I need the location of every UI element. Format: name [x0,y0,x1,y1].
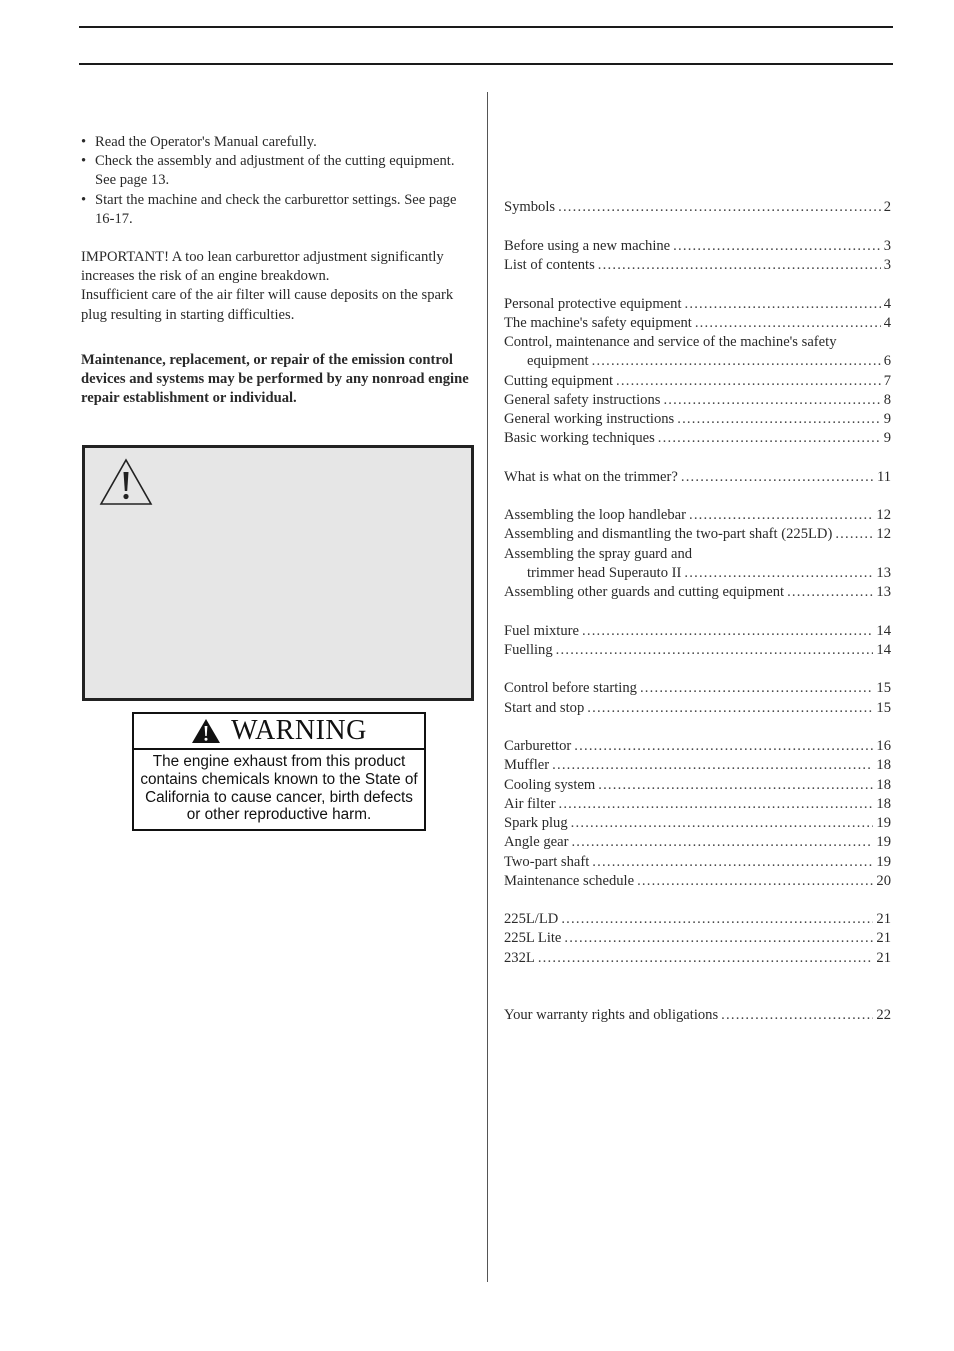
toc-entry [504,795,891,814]
toc-dot-leader [582,622,873,641]
toc-entry-page: 7 [883,373,891,389]
toc-entry-label: 225L Lite [504,930,562,946]
toc-entry-label: Assembling the loop handlebar [504,507,686,523]
toc-entry-label: Spark plug [504,815,568,831]
checklist-item: • Check the assembly and adjustment of the cutting equipment. See page 13. [81,153,455,189]
toc-entry-page: 15 [876,680,891,696]
toc-entry [504,910,891,929]
toc-entry [504,372,891,391]
toc-dot-leader [616,372,881,391]
toc-entry [504,468,891,487]
toc-entry [504,256,891,275]
column-divider [487,92,488,1282]
toc-entry-page: 2 [883,199,891,215]
toc-entry-page: 8 [883,392,891,408]
toc-entry-label: Air filter [504,796,556,812]
toc-entry-page: 18 [876,757,891,773]
toc-entry [504,429,891,448]
toc-dot-leader [658,429,881,448]
toc-entry-page: 19 [876,834,891,850]
toc-entry [504,622,891,641]
toc-entry-label: trimmer head Superauto II [527,565,682,581]
toc-entry-label: Maintenance schedule [504,873,635,889]
toc-entry-label: Basic working techniques [504,430,655,446]
toc-entry [504,737,891,756]
toc-entry [504,699,891,718]
toc-entry-page: 22 [876,1007,891,1023]
toc-dot-leader [571,814,874,833]
emission-note: Maintenance, replacement, or repair of the emission control devices and systems may be performed by any nonroad engine repair establishment or individual. [81,351,469,407]
toc-dot-leader [561,910,873,929]
toc-entry-page: 19 [876,854,891,870]
toc-entry [504,295,891,314]
toc-entry [504,564,891,583]
toc-entry-page: 21 [876,950,891,966]
toc-entry-page: 21 [876,911,891,927]
toc-entry-page: 4 [883,296,891,312]
toc-entry-label: Personal protective equipment [504,296,682,312]
toc-entry-label: Fuelling [504,642,553,658]
toc-dot-leader [598,256,881,275]
checklist [81,133,476,229]
header-rule-bottom [79,63,893,65]
warning-triangle-icon [191,718,221,744]
toc-entry-label: General working instructions [504,411,675,427]
toc-entry [504,198,891,217]
toc-dot-leader [556,641,874,660]
toc-entry [504,949,891,968]
toc-entry [504,391,891,410]
toc-entry [504,583,891,602]
checklist-item: • Start the machine and check the carburettor settings. See page 16-17. [81,191,457,227]
toc-entry [504,776,891,795]
toc-entry-page: 12 [876,526,891,542]
toc-entry [504,506,891,525]
toc-entry-page: 3 [883,257,891,273]
toc-entry-page: 21 [876,930,891,946]
toc-entry-label: equipment [527,353,589,369]
toc-entry-page: 20 [876,873,891,889]
toc-entry: Assembling the spray guard and [504,546,693,562]
toc-entry-page: 3 [883,238,891,254]
toc-entry-label: 232L [504,950,535,966]
toc-dot-leader [574,737,873,756]
toc-dot-leader [685,295,881,314]
toc-dot-leader [538,949,874,968]
toc-entry-page: 13 [876,565,891,581]
warning-header [134,714,424,750]
warning-triangle-icon [99,458,153,506]
toc-entry [504,641,891,660]
toc-entry-page: 11 [876,469,891,485]
toc-entry [504,314,891,333]
toc-dot-leader [695,314,881,333]
toc-entry [504,352,891,371]
toc-dot-leader [673,237,881,256]
toc-entry-page: 18 [876,777,891,793]
toc-dot-leader [787,583,873,602]
toc-dot-leader [677,410,880,429]
toc-entry-page: 14 [876,623,891,639]
toc-entry-label: Cooling system [504,777,596,793]
toc-entry [504,929,891,948]
toc-entry-label: General safety instructions [504,392,661,408]
toc-entry-label: What is what on the trimmer? [504,469,678,485]
toc-entry-label: Symbols [504,199,556,215]
toc-entry-label: Muffler [504,757,550,773]
toc-entry [504,237,891,256]
toc-entry [504,679,891,698]
toc-dot-leader [564,929,873,948]
toc-dot-leader [558,795,873,814]
toc-entry-page: 9 [883,430,891,446]
checklist-item: • Read the Operator's Manual carefully. [81,134,317,150]
toc-dot-leader [571,833,873,852]
important-note: IMPORTANT! A too lean carburettor adjustment significantly increases the risk of an engine breakdown. [81,249,444,285]
toc-dot-leader [598,776,873,795]
toc-entry-label: Fuel mixture [504,623,579,639]
toc-dot-leader [552,756,873,775]
toc-entry-page: 18 [876,796,891,812]
toc-entry-label: Angle gear [504,834,569,850]
toc-dot-leader [681,468,874,487]
toc-entry [504,872,891,891]
toc-entry-page: 6 [883,353,891,369]
toc-entry-label: Cutting equipment [504,373,614,389]
caution-box [82,445,474,701]
toc-entry-label: Control before starting [504,680,637,696]
toc-entry [504,814,891,833]
toc-entry [504,853,891,872]
header-rule-top [79,26,893,28]
toc-dot-leader [721,1006,873,1025]
warning-title: WARNING [231,715,367,746]
toc-entry-page: 15 [876,700,891,716]
toc-entry-label: Assembling other guards and cutting equipment [504,584,785,600]
toc-entry-page: 4 [883,315,891,331]
toc-entry-label: Before using a new machine [504,238,671,254]
toc-dot-leader [835,525,873,544]
toc-dot-leader [640,679,873,698]
toc-entry-page: 16 [876,738,891,754]
toc-entry-label: Start and stop [504,700,585,716]
toc-entry-page: 12 [876,507,891,523]
toc-entry: Control, maintenance and service of the machine's safety [504,334,837,350]
toc-entry-label: List of contents [504,257,595,273]
warning-text: The engine exhaust from this product contains chemicals known to the State of California to cause cancer, birth defects or other reproductive harm. [140,753,418,824]
toc-dot-leader [637,872,873,891]
toc-entry-label: Carburettor [504,738,572,754]
toc-dot-leader [684,564,873,583]
toc-entry [504,525,891,544]
toc-entry-page: 19 [876,815,891,831]
toc-entry [504,756,891,775]
toc-dot-leader [689,506,873,525]
toc-dot-leader [663,391,880,410]
left-column [81,133,476,408]
toc-dot-leader [592,853,873,872]
toc-entry-label: Your warranty rights and obligations [504,1007,719,1023]
toc-entry [504,410,891,429]
prop65-warning [132,712,426,831]
toc-entry-page: 13 [876,584,891,600]
toc-dot-leader [587,699,873,718]
toc-entry-label: Assembling and dismantling the two-part shaft (225LD) [504,526,833,542]
toc-dot-leader [592,352,881,371]
toc-entry-label: 225L/LD [504,911,559,927]
toc-entry [504,833,891,852]
toc-entry [504,1006,891,1025]
toc-entry-page: 14 [876,642,891,658]
toc-entry-page: 9 [883,411,891,427]
toc-entry-label: Two-part shaft [504,854,590,870]
air-filter-note: Insufficient care of the air filter will cause deposits on the spark plug resulting in starting difficulties. [81,287,454,323]
toc-dot-leader [558,198,881,217]
toc-entry-label: The machine's safety equipment [504,315,692,331]
